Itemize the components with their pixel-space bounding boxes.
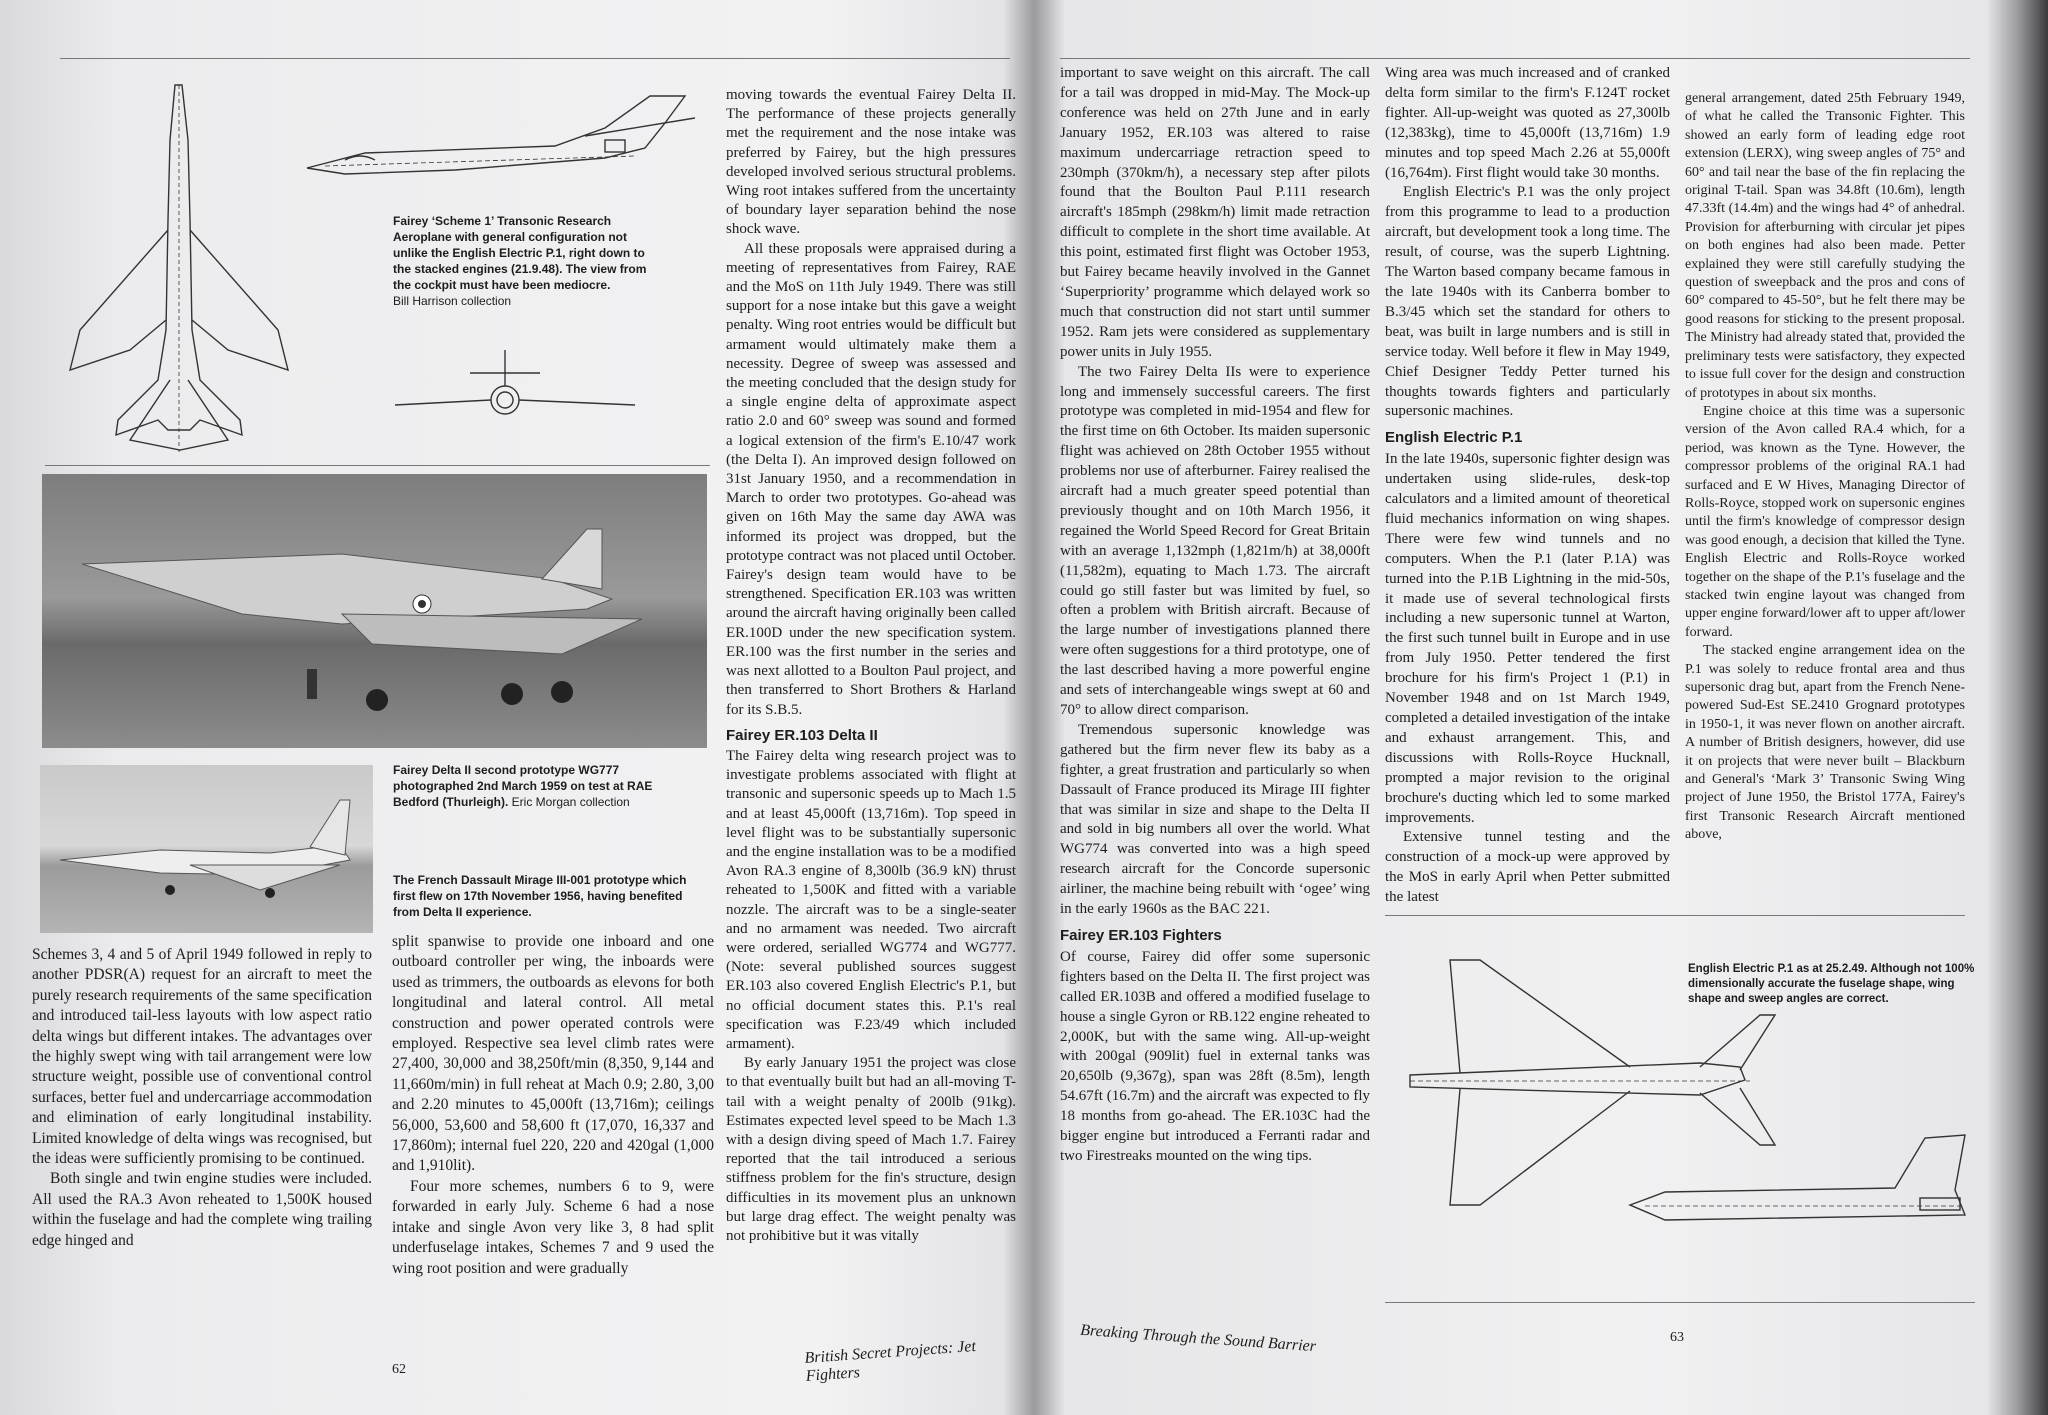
- caption-mirage-text: The French Dassault Mirage III-001 prototype which first flew on 17th November 1956, having benefited from Delta II experience.: [393, 873, 687, 919]
- left-col3-para2: All these proposals were appraised during a meeting of representatives from Fairey, RAE and the MoS on 11th July 1949. There was still support for a nose intake but this gave a weight penalty. Wing root entries would be difficult but armament would ultimately make them a necessity. Degree of sweep was assessed and the meeting concluded that the design study for a single engine delta of approximate aspect ratio 2.0 and 60° sweep was sound and formed a logical extension of the firm's E.10/47 work (the Delta I). An improved design followed on 31st January 1950, and a recommendation in March to order two prototypes. Go-ahead was given on 16th May the same day AWA was informed its project was dropped, but the prototype contract was not placed until October. Fairey's design team would have to be strengthened. Specification ER.103 was written around the aircraft having originally been called ER.100D under the new specification system. ER.100 was the first number in the series and was next allotted to a Boulton Paul project, and then transferred to Short Brothers & Harland for its S.B.5.: [726, 240, 1016, 718]
- p1-side-view-drawing: [1625, 1120, 1980, 1250]
- right-col1-para1: important to save weight on this aircraft. The call for a tail was dropped in mid-May. The Mock-up conference was held on 27th June and in early January 1952, ER.103 was altered to raise maximum undercarriage retraction speed to 230mph (370km/h), a necessary step after pilots found that the Boulton Paul P.111 research aircraft's 185mph (298km/h) limit made retraction difficult to complete in the short time available. At this point, estimated first flight was October 1953, but Fairey became heavily involved in the Gannet ‘Superpriority’ programme which delayed work so much that construction did not start until summer 1952. Ram jets were considered as supplementary power units in July 1955.: [1060, 65, 1370, 360]
- scheme1-side-view-drawing: [305, 88, 695, 183]
- left-col3-para3: The Fairey delta wing research project was to investigate problems associated with flight at transonic and supersonic speeds up to Mach 1.5 and at least 45,000ft (13,716m). Top speed in level flight was to be substantially supersonic and the engine installation was to be a modified Avon RA.3 engine of 8,300lb (36.9 kN) thrust reheated to 1,500K and fitted with a variable nozzle. The aircraft was to be a single-seater and no armament was needed. Two aircraft were ordered, serialled WG774 and WG777. (Note: several published sources suggest ER.103 also covered English Electric's P.1, but no official document states this. P.1's real specification was F.23/49 which included armament).: [726, 747, 1016, 1052]
- caption-delta2-credit: Eric Morgan collection: [511, 795, 630, 809]
- right-col2: [1385, 64, 1670, 908]
- left-col1-para1: Schemes 3, 4 and 5 of April 1949 followed in reply to another PDSR(A) request for an aircraft to meet the purely research requirements of the same specification and introduced tail-less layouts with low aspect ratio delta wings but different intakes. The advantages over the highly swept wing with tail arrangement were low structure weight, possible use of conventional control surfaces, better fuel and undercarriage accommodation and elimination of early longitudinal instability. Limited knowledge of delta wings was recognised, but the ideas were sufficiently promising to be continued.: [32, 946, 372, 1168]
- top-rule-right: [1060, 58, 1970, 59]
- top-rule: [60, 58, 1010, 59]
- bottom-rule-right: [1385, 1302, 1975, 1303]
- caption-mirage: [393, 872, 693, 920]
- mirage-photo: [40, 765, 373, 933]
- left-col3: [726, 86, 1016, 1246]
- left-col3-para1: moving towards the eventual Fairey Delta II. The performance of these projects generally met the requirement and the nose intake was preferred by Fairey, but the high pressures developed involved serious structural problems. Wing root intakes suffered from the uncertainty of boundary layer separation behind the nose shock wave.: [726, 87, 1016, 238]
- caption-p1-text: English Electric P.1 as at 25.2.49. Although not 100% dimensionally accurate the fuselage shape, wing shape and sweep angles are correct.: [1688, 963, 1975, 1005]
- running-head-right: Breaking Through the Sound Barrier: [1079, 1321, 1317, 1356]
- left-col1-para2: Both single and twin engine studies were included. All used the RA.3 Avon reheated to 1,500K housed within the fuselage and had the complete wing trailing edge hinged and: [32, 1170, 372, 1249]
- scheme1-front-view-drawing: [390, 345, 640, 430]
- heading-er103-fighters: Fairey ER.103 Fighters: [1060, 926, 1222, 944]
- caption-p1: [1688, 962, 1978, 1007]
- right-col3-para1: general arrangement, dated 25th February 1949, of what he called the Transonic Fighter. This showed an early form of leading edge root extension (LERX), wing sweep angles of 75° and 60° and tail near the base of the fin replacing the original T-tail. Span was 34.8ft (10.6m), length 47.33ft (14.4m) and the wings had 4° of anhedral. Provision for afterburning with circular jet pipes on both engines had also been made. Petter explained they were still carefully studying the question of sweepback and the pros and cons of 60° compared to 45-50°, but he felt there may be good reasons for sticking to the present proposal. The Ministry had already stated that, provided the preliminary tests were satisfactory, they expected to issue full cover for the design and construction of prototypes in about six months.: [1685, 91, 1965, 401]
- caption-scheme1-text: Fairey ‘Scheme 1’ Transonic Research Aeroplane with general configuration not unlike the English Electric P.1, right down to the stacked engines (21.9.48). The view from the cockpit must have been mediocre.: [393, 214, 647, 292]
- left-col2-para1: split spanwise to provide one inboard and one outboard controller per wing, the inboards were used as trimmers, the outboards as elevons for both longitudinal and lateral control. All metal construction and power operated controls were employed. Respective sea level climb rates were 27,400, 30,000 and 38,250ft/min (8,350, 9,144 and 11,660m/min) in full reheat at Mach 0.9; 2.80, 3,00 and 2.20 minutes to 45,000ft (13,716m); ceilings 56,000, 53,600 and 58,600 ft (17,070, 16,337 and 17,860m); internal fuel 220, 220 and 420gal (1,000 and 1,910lit).: [392, 933, 714, 1175]
- caption-scheme1-credit: Bill Harrison collection: [393, 294, 512, 308]
- left-col2: [392, 932, 714, 1279]
- delta2-photo: [42, 474, 707, 748]
- scheme1-plan-view-drawing: [50, 80, 310, 460]
- heading-english-electric-p1: English Electric P.1: [1385, 429, 1523, 447]
- right-col2-para3: In the late 1940s, supersonic fighter design was undertaken using slide-rules, desk-top calculators and a limited amount of theoretical fluid mechanics information on wing shapes. There were few wind tunnels and no computers. When the P.1 (later P.1A) was turned into the P.1B Lightning in the mid-50s, it made use of several technological firsts including a new supersonic tunnel at Warton, the first such tunnel built in Europe and in use from July 1950. Petter tendered the first brochure for his firm's Project 1 (P.1) in November 1948 and on 1st March 1949, completed a detailed investigation of the intake and exhaust arrangement. This, and discussions with Rolls-Royce Hucknall, prompted a major revision to the original brochure's ducting which led to some marked improvements.: [1385, 451, 1670, 826]
- right-col2-para2: English Electric's P.1 was the only project from this programme to lead to a production aircraft, but development took a long time. The result, of course, was the superb Lightning. The Warton based company became famous in the late 1940s with its Canberra bomber to B.3/45 which set the standard for others to beat, was built in large numbers and is still in service today. Well before it flew in May 1949, Chief Designer Teddy Petter turned his thoughts towards fighters and particularly supersonic machines.: [1385, 184, 1670, 420]
- caption-delta2-text: Fairey Delta II second prototype WG777 photographed 2nd March 1959 on test at RAE Bedford (Thurleigh).: [393, 763, 653, 809]
- folio-left: 62: [392, 1362, 406, 1377]
- right-col3-para2: Engine choice at this time was a supersonic version of the Avon called RA.4 which, for a period, was known as the Tyne. However, the compressor problems of the original RA.1 had surfaced and E W Hives, Managing Director of Rolls-Royce, stopped work on supersonic engines until the firm's knowledge of compressor design was good enough, a decision that killed the Tyne. English Electric and Rolls-Royce worked together on the shape of the P.1's fuselage and the stacked twin engine layout was changed from upper engine forward/lower aft to upper aft/lower forward.: [1685, 403, 1965, 640]
- caption-scheme1: [393, 213, 663, 309]
- left-col1: [32, 945, 372, 1251]
- mid-rule-right: [1385, 915, 1965, 916]
- right-col3: [1685, 90, 1965, 845]
- mid-rule: [45, 465, 710, 466]
- right-col2-para4: Extensive tunnel testing and the construction of a mock-up were approved by the MoS in early April when Petter submitted the latest: [1385, 829, 1670, 906]
- left-col3-para4: By early January 1951 the project was close to that eventually built but had an all-moving T-tail with a weight penalty of 200lb (91kg). Estimates expected level speed to be Mach 1.3 with a design diving speed of Mach 1.7. Fairey reported that the tail introduced a serious stiffness problem for the fin's structure, design difficulties in its movement plus an unknown but large drag effect. The weight penalty was not prohibitive but it was vitally: [726, 1055, 1016, 1244]
- right-col1-para3: Tremendous supersonic knowledge was gathered but the firm never flew its baby as a fighter, a great frustration and particularly so when Dassault of France produced its Mirage III fighter that was similar in size and shape to the Delta II and sold in big numbers all over the world. What WG774 was converted into was a high speed research aircraft for the Concorde supersonic airliner, the machine being rebuilt with ‘ogee’ wing in the early 1960s as the BAC 221.: [1060, 721, 1370, 918]
- heading-er103-delta2: Fairey ER.103 Delta II: [726, 726, 878, 744]
- right-col1-para4: Of course, Fairey did offer some supersonic fighters based on the Delta II. The first project was called ER.103B and offered a modified fuselage to house a single Gyron or RB.122 engine reheated to 2,000K, but with the same wing. All-up-weight with 200gal (909lit) fuel in external tanks was 20,650lb (9,367g), span was 28ft (8.5m), length 54.67ft (16.7m) and the aircraft was expected to fly 18 months from go-ahead. The ER.103C had the bigger engine but introduced a Ferranti radar and two Firestreaks mounted on the wing tips.: [1060, 948, 1370, 1164]
- right-page: [1040, 0, 1980, 1415]
- right-col1: [1060, 64, 1370, 1167]
- right-col1-para2: The two Fairey Delta IIs were to experience long and immensely successful careers. The first prototype was completed in mid-1954 and flew for the first time on 6th October. Its maiden supersonic flight was achieved on 28th October 1955 without problems nor use of afterburner. Fairey realised the aircraft had a much greater speed potential than previously thought and on 10th March 1956, it regained the World Speed Record for Great Britain with an average 1,132mph (1,821m/h) at 38,000ft (11,582m), equating to Mach 1.73. The aircraft could go still faster but was limited by fuel, so often a problem with British aircraft. Because of the large number of investigations planned there were often suggestions for a third prototype, one of the last described having a more powerful engine and sets of interchangeable wings swept at 60 and 70° to allow direct comparison.: [1060, 363, 1370, 718]
- left-col2-para2: Four more schemes, numbers 6 to 9, were forwarded in early July. Scheme 6 had a nose intake and single Avon very like 3, 8 had split underfuselage intakes, Schemes 7 and 9 used the wing root position and were gradually: [392, 1177, 714, 1277]
- folio-right: 63: [1670, 1330, 1684, 1345]
- running-head-left: British Secret Projects: Jet Fighters: [804, 1337, 977, 1385]
- right-col2-para1: Wing area was much increased and of cranked delta form similar to the firm's F.124T rocket fighter. All-up-weight was quoted as 27,300lb (12,383kg), time to 45,000ft (13,716m) 1.9 minutes and top speed Mach 2.26 at 55,000ft (16,764m). First flight would take 30 months.: [1385, 65, 1670, 181]
- caption-delta2: [393, 762, 683, 810]
- right-col3-para3: The stacked engine arrangement idea on the P.1 was solely to reduce frontal area and thus supersonic drag but, apart from the French Nene-powered Sud-Est SE.2410 Grognard prototypes in 1950-1, it was never flown on another aircraft. A number of British designers, however, did use it on projects that were never built – Blackburn and General's ‘Mark 3’ Transonic Swing Wing project of June 1950, the Bristol 177A, Fairey's first Transonic Research Aircraft mentioned above,: [1685, 643, 1965, 843]
